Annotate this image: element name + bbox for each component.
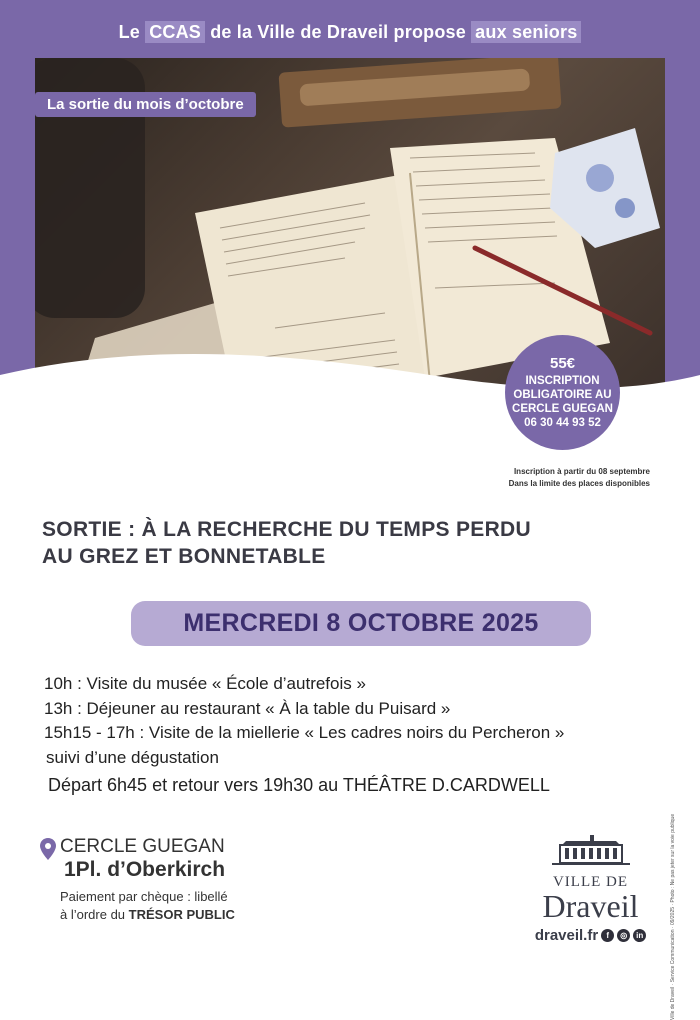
- program-item: 13h : Déjeuner au restaurant « À la table du Puisard »: [44, 698, 451, 718]
- inscription-note-line2: Dans la limite des places disponibles: [508, 479, 650, 488]
- program-item: suivi d’une dégustation: [46, 747, 219, 767]
- program-item: 10h : Visite du musée « École d’autrefois »: [44, 674, 366, 693]
- payment-line1: Paiement par chèque : libellé: [60, 889, 228, 904]
- payment-info: [60, 888, 235, 924]
- price-badge: [505, 335, 620, 450]
- linkedin-icon[interactable]: in: [633, 929, 646, 942]
- website-link[interactable]: draveil.fr: [534, 927, 599, 944]
- price-line1: INSCRIPTION: [525, 375, 600, 387]
- price-amount: 55€: [549, 355, 576, 372]
- event-title: [42, 516, 531, 570]
- location-address: 1Pl. d’Oberkirch: [64, 858, 226, 881]
- location-pin-icon: [40, 838, 56, 860]
- ccas-highlight: CCAS: [145, 21, 205, 43]
- event-title-line1: SORTIE : À LA RECHERCHE DU TEMPS PERDU: [42, 518, 531, 541]
- price-line3: CERCLE GUEGAN: [512, 403, 613, 415]
- instagram-icon[interactable]: ◎: [617, 929, 630, 942]
- town-hall-icon: [546, 833, 636, 867]
- price-line2: OBLIGATOIRE AU: [513, 389, 612, 401]
- location-name: CERCLE GUEGAN: [60, 836, 225, 857]
- facebook-icon[interactable]: f: [601, 929, 614, 942]
- event-title-line2: AU GREZ ET BONNETABLE: [42, 545, 326, 568]
- website-row: [528, 927, 653, 944]
- header-title: Le CCAS de la Ville de Draveil propose aux seniors: [0, 22, 700, 43]
- logo-ville-de: VILLE DE: [552, 874, 629, 890]
- inscription-note-line1: Inscription à partir du 08 septembre: [513, 467, 650, 476]
- inscription-note: [509, 466, 650, 490]
- draveil-logo: [528, 833, 653, 944]
- price-phone: 06 30 44 93 52: [524, 417, 601, 429]
- program-item: 15h15 - 17h : Visite de la miellerie « Les cadres noirs du Percheron »: [44, 723, 565, 742]
- departure-info: Départ 6h45 et retour vers 19h30 au THÉÂTRE D.CARDWELL: [48, 775, 550, 795]
- payment-line2: à l’ordre du TRÉSOR PUBLIC: [60, 907, 235, 922]
- vertical-credit-text: Ville de Draveil · Service Communication · 09/2025 · Photo : Ne pas jeter sur la voie publique: [670, 813, 676, 1020]
- program-list: [44, 672, 564, 770]
- vertical-credit: [666, 740, 676, 1020]
- seniors-highlight: aux seniors: [471, 21, 581, 43]
- event-date: MERCREDI 8 OCTOBRE 2025: [131, 601, 591, 646]
- month-label: La sortie du mois d’octobre: [35, 92, 256, 117]
- payee: TRÉSOR PUBLIC: [128, 907, 235, 922]
- logo-draveil: Draveil: [542, 888, 639, 924]
